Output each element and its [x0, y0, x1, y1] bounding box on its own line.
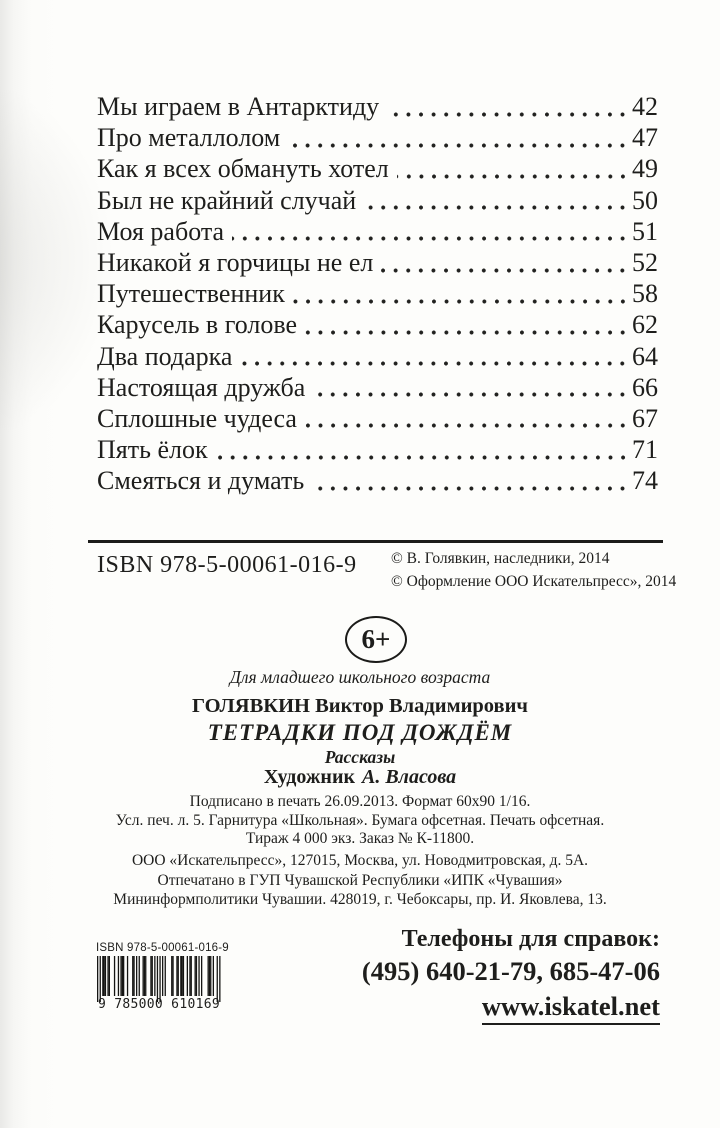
barcode: [96, 942, 229, 1012]
toc-row: [97, 186, 658, 217]
toc-row: [97, 217, 658, 248]
toc-entry-title: Настоящая дружба: [97, 372, 306, 402]
toc-entry-page: 52: [632, 247, 658, 277]
printer-info: [60, 872, 660, 909]
toc-entry-page: 42: [632, 92, 658, 121]
toc-row: [97, 92, 658, 123]
toc-dot-leader: [240, 342, 631, 373]
text-line: Отпечатано в ГУП Чувашской Республики «ИПК «Чувашия»: [157, 872, 563, 889]
toc-entry-title: Карусель в голове: [97, 310, 298, 340]
text-line: © В. Голявкин, наследники, 2014: [391, 550, 610, 567]
text-line: Тираж 4 000 экз. Заказ № К-11800.: [245, 830, 475, 847]
print-info: [60, 793, 660, 849]
toc-entry-page: 50: [632, 185, 658, 215]
toc-entry-page: 64: [632, 341, 658, 371]
table-of-contents: [97, 92, 658, 497]
toc-entry-page: 62: [632, 310, 658, 340]
toc-entry-title: Никакой я горчицы не ел: [97, 247, 374, 277]
toc-dot-leader: [364, 186, 631, 217]
toc-entry-page: 67: [632, 403, 658, 433]
toc-dot-leader: [397, 154, 631, 185]
toc-row: [97, 123, 658, 154]
age-rating-text: 6+: [361, 624, 391, 654]
toc-row: [97, 466, 658, 497]
colophon-divider: [88, 540, 663, 543]
age-rating-badge: [345, 616, 407, 663]
toc-entry-title: Смеяться и думать: [97, 466, 305, 496]
toc-dot-leader: [288, 123, 631, 154]
toc-row: [97, 342, 658, 373]
toc-row: [97, 404, 658, 435]
toc-dot-leader: [313, 373, 631, 404]
text-line: Мининформполитики Чувашии. 428019, г. Чебоксары, пр. И. Яковлева, 13.: [113, 890, 607, 908]
text-line: Подписано в печать 26.09.2013. Формат 60x90 1/16.: [189, 793, 531, 810]
toc-entry-page: 66: [632, 372, 658, 402]
toc-dot-leader: [232, 217, 631, 248]
artist-credit-label: Художник: [263, 766, 355, 788]
toc-dot-leader: [381, 248, 631, 279]
toc-dot-leader: [293, 279, 631, 310]
toc-row: [97, 435, 658, 466]
toc-entry-page: 51: [632, 216, 658, 246]
toc-dot-leader: [312, 466, 631, 497]
genre-label: Рассказы: [324, 747, 396, 767]
toc-entry-title: Мы играем в Антарктиду: [97, 92, 380, 121]
toc-entry-title: Как я всех обмануть хотел: [97, 154, 389, 184]
contacts-phones: (495) 640-21-79, 685-47-06: [361, 956, 660, 986]
contacts-block: [362, 926, 660, 1025]
author-name: ГОЛЯВКИН Виктор Владимирович: [192, 695, 528, 717]
toc-dot-leader: [387, 92, 631, 123]
audience-note: Для младшего школьного возраста: [229, 667, 491, 687]
toc-row: [97, 373, 658, 404]
toc-entry-title: Моя работа: [97, 216, 225, 246]
toc-entry-title: Про металлолом: [97, 123, 281, 153]
toc-entry-title: Путешественник: [97, 279, 285, 309]
publisher-line: ООО «Искательпресс», 127015, Москва, ул. Новодмитровская, д. 5А.: [131, 852, 589, 869]
toc-entry-page: 49: [632, 154, 658, 184]
text-line: Усл. печ. л. 5. Гарнитура «Школьная». Бумага офсетная. Печать офсетная.: [115, 811, 605, 829]
toc-entry-page: 71: [632, 435, 658, 465]
artist-credit-name: А. Власова: [362, 766, 457, 788]
artist-credit: [60, 766, 660, 789]
toc-dot-leader: [216, 435, 631, 466]
toc-dot-leader: [305, 310, 631, 341]
book-title: ТЕТРАДКИ ПОД ДОЖДЁМ: [207, 720, 513, 745]
toc-row: [97, 310, 658, 341]
toc-entry-title: Сплошные чудеса: [97, 403, 297, 433]
toc-dot-leader: [305, 404, 631, 435]
barcode-isbn-label: ISBN 978-5-00061-016-9: [96, 942, 229, 954]
copyright-block: [391, 547, 676, 593]
toc-row: [97, 248, 658, 279]
toc-entry-page: 58: [632, 279, 658, 309]
toc-entry-title: Пять ёлок: [97, 435, 208, 465]
toc-row: [97, 154, 658, 185]
toc-entry-title: Был не крайний случай: [97, 185, 357, 215]
barcode-digits: 9 785000 610169: [98, 997, 220, 1012]
toc-entry-title: Два подарка: [97, 341, 233, 371]
toc-entry-page: 74: [632, 466, 658, 496]
toc-row: [97, 279, 658, 310]
contacts-website: www.iskatel.net: [482, 991, 660, 1025]
toc-entry-page: 47: [632, 123, 658, 153]
text-line: © Оформление ООО Искательпресс», 2014: [391, 573, 677, 590]
barcode-bars: [96, 956, 222, 1002]
isbn-text: ISBN 978-5-00061-016-9: [97, 552, 357, 578]
contacts-title: Телефоны для справок:: [401, 926, 660, 952]
